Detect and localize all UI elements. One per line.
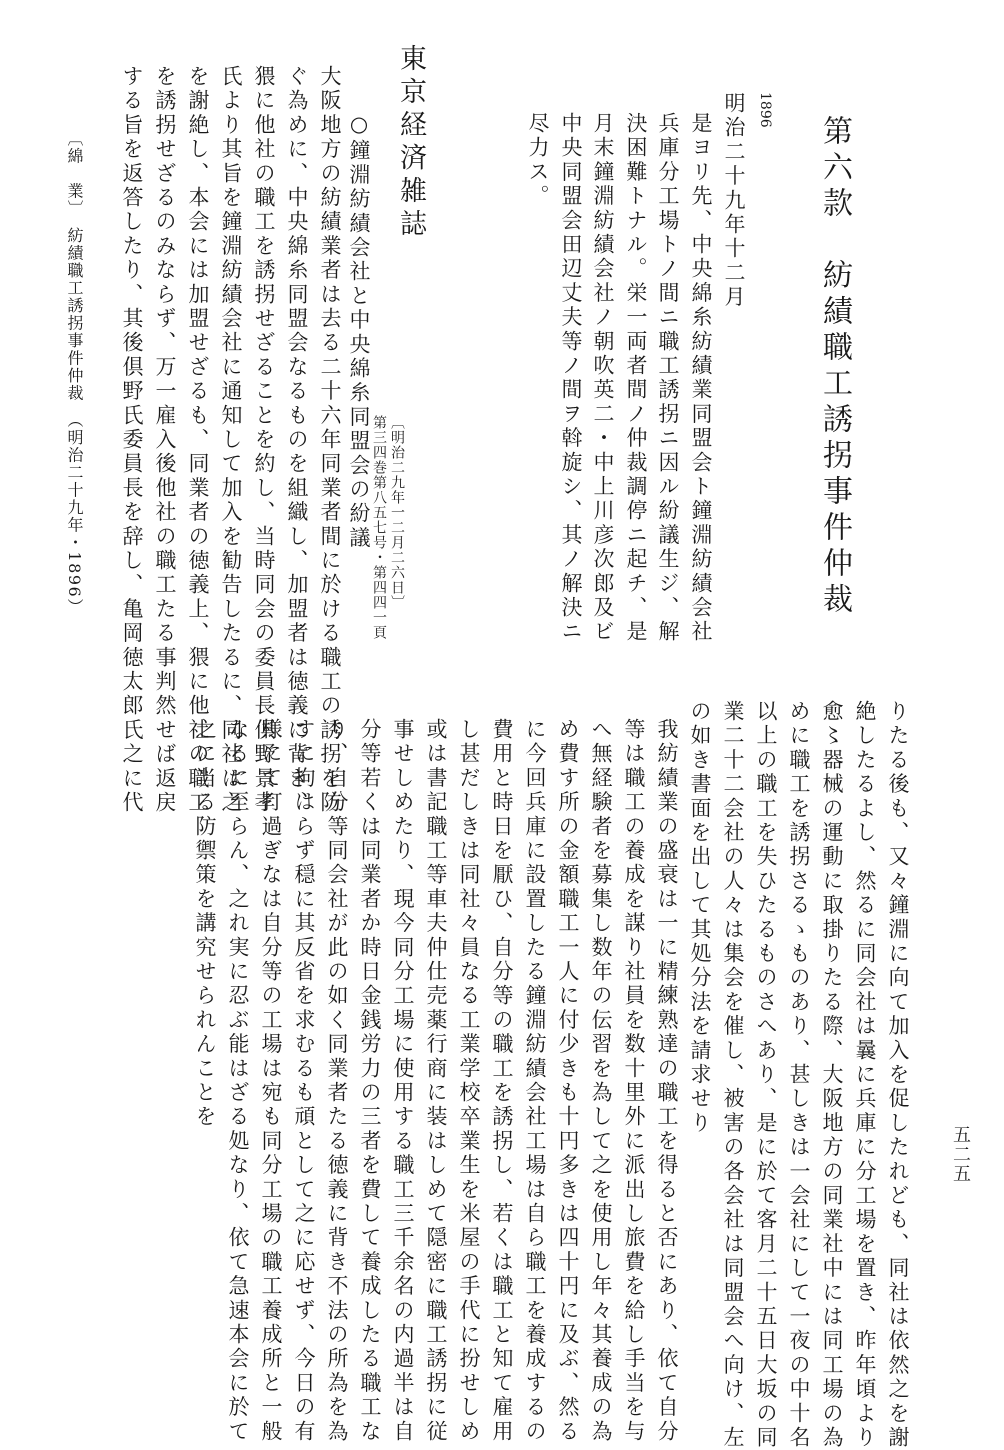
body-line: 氏より其旨を鐘淵紡績会社に通知して加入を勧告したるに、同社は之 — [219, 65, 243, 816]
quote-line: 費用と時日を厭ひ、自分等の職工を誘拐し、若くは職工と知て雇用 — [490, 718, 514, 1444]
body-line: を誘拐せざるのみならず、万一雇入後他社の職工たる事判然せば返戻 — [153, 65, 177, 816]
body-line: の如き書面を出して其処分法を請求せり — [688, 700, 712, 1136]
date-heading: 明治二十九年十二月 — [722, 92, 746, 310]
quote-line: 或は書記職工等車夫仲仕売薬行商に装はしめて隠密に職工誘拐に従 — [424, 718, 448, 1444]
quote-line: へ無経験者を募集し数年の伝習を為して之を使用し年々其養成の為 — [589, 718, 613, 1444]
quote-line: め費す所の金額職工一人に付少きも十円多きは四十円に及ぶ、然る — [556, 718, 580, 1444]
quote-line: に今回兵庫に設置したる鐘淵紡績会社工場は自ら職工を養成するの — [523, 718, 547, 1444]
quote-line: 分等若くは同業者か時日金銭労力の三者を費して養成したる職工な — [358, 718, 382, 1444]
body-line: を謝絶し、本会には加盟せざるも、同業者の徳義上、猥に他社の職工 — [186, 65, 210, 816]
summary-line: 尽力ス。 — [526, 112, 550, 209]
quote-line: すに拘はらず穏に其反省を求むるも頑として之に応せず、今日の有 — [292, 718, 316, 1444]
quote-line: り、自分等同会社が此の如く同業者たる徳義に背き不法の所為を為 — [325, 718, 349, 1444]
page-number: 五二五 — [950, 1125, 971, 1184]
quote-line: なるに至らん、之れ実に忍ぶ能はざる処なり、依て急速本会に於て — [226, 718, 250, 1444]
body-line: りたる後も、又々鐘淵に向て加入を促したれども、同社は依然之を謝 — [886, 700, 910, 1450]
article-heading: ○鐘淵紡績会社と中央綿糸同盟会の紛議 — [347, 112, 371, 551]
summary-line: 是ヨリ先、中央綿糸紡績業同盟会ト鐘淵紡績会社 — [689, 112, 713, 645]
body-line: めに職工を誘拐さるゝものあり、甚しきは一会社にして一夜の中十名 — [787, 700, 811, 1450]
quote-line: し甚だしきは同社々員なる工業学校卒業生を米屋の手代に扮せしめ — [457, 718, 481, 1444]
summary-line: 月末鐘淵紡績会社ノ朝吹英二・中上川彦次郎及ビ — [591, 112, 615, 645]
body-line: 業二十二会社の人々は集会を催し、被害の各会社は同盟会へ向け、左 — [721, 700, 745, 1450]
summary-line: 中央同盟会田辺丈夫等ノ間ヲ斡旋シ、其ノ解決ニ — [559, 112, 583, 645]
running-footer: 〔綿 業〕 紡績職工誘拐事件仲裁 （明治二十九年・1896） — [65, 130, 84, 616]
source-name: 東京経済雑誌 — [395, 44, 426, 242]
body-line: ぐ為めに、中央綿糸同盟会なるものを組織し、加盟者は徳義に背き、 — [285, 65, 309, 816]
quote-line: 様にて打過ぎなは自分等の工場は宛も同分工場の職工養成所と一般 — [259, 718, 283, 1444]
summary-line: 決困難トナル。栄一両者間ノ仲裁調停ニ起チ、是 — [624, 112, 648, 645]
source-ref: 第三四巻第八五七号・第四四一頁 — [371, 415, 387, 640]
body-line: 大阪地方の紡績業者は去る二十六年同業者間に於ける職工の誘拐を防 — [318, 65, 342, 816]
body-line: 絶したるよし、然るに同会社は曩に兵庫に分工場を置き、昨年頃より — [853, 700, 877, 1450]
section-title: 第六款 紡績職工誘拐事件仲裁 — [817, 115, 852, 619]
date-year-western: 1896 — [757, 92, 773, 128]
quote-line: 之に当る防禦策を講究せられんことを — [193, 718, 217, 1130]
quote-line: 我紡績業の盛衰は一に精練熟達の職工を得ると否にあり、依て自分 — [655, 718, 679, 1444]
body-line: する旨を返答したり、其後倶野氏委員長を辞し、亀岡徳太郎氏之に代 — [120, 65, 144, 816]
quote-line: 事せしめたり、現今同分工場に使用する職工三千余名の内過半は自 — [391, 718, 415, 1444]
summary-line: 兵庫分工場トノ間ニ職工誘拐ニ因ル紛議生ジ、解 — [656, 112, 680, 645]
quote-line: 等は職工の養成を謀り社員を数十里外に派出し旅費を給し手当を与 — [622, 718, 646, 1444]
source-date: 〔明治二九年一二月二六日〕 — [389, 415, 405, 610]
body-line: 猥に他社の職工を誘拐せざることを約し、当時同会の委員長倶野景孝 — [252, 65, 276, 816]
body-line: 以上の職工を失ひたるものさへあり、是に於て客月二十五日大坂の同 — [754, 700, 778, 1450]
body-line: 愈〻器械の運動に取掛りたる際、大阪地方の同業社中には同工場の為 — [820, 700, 844, 1450]
